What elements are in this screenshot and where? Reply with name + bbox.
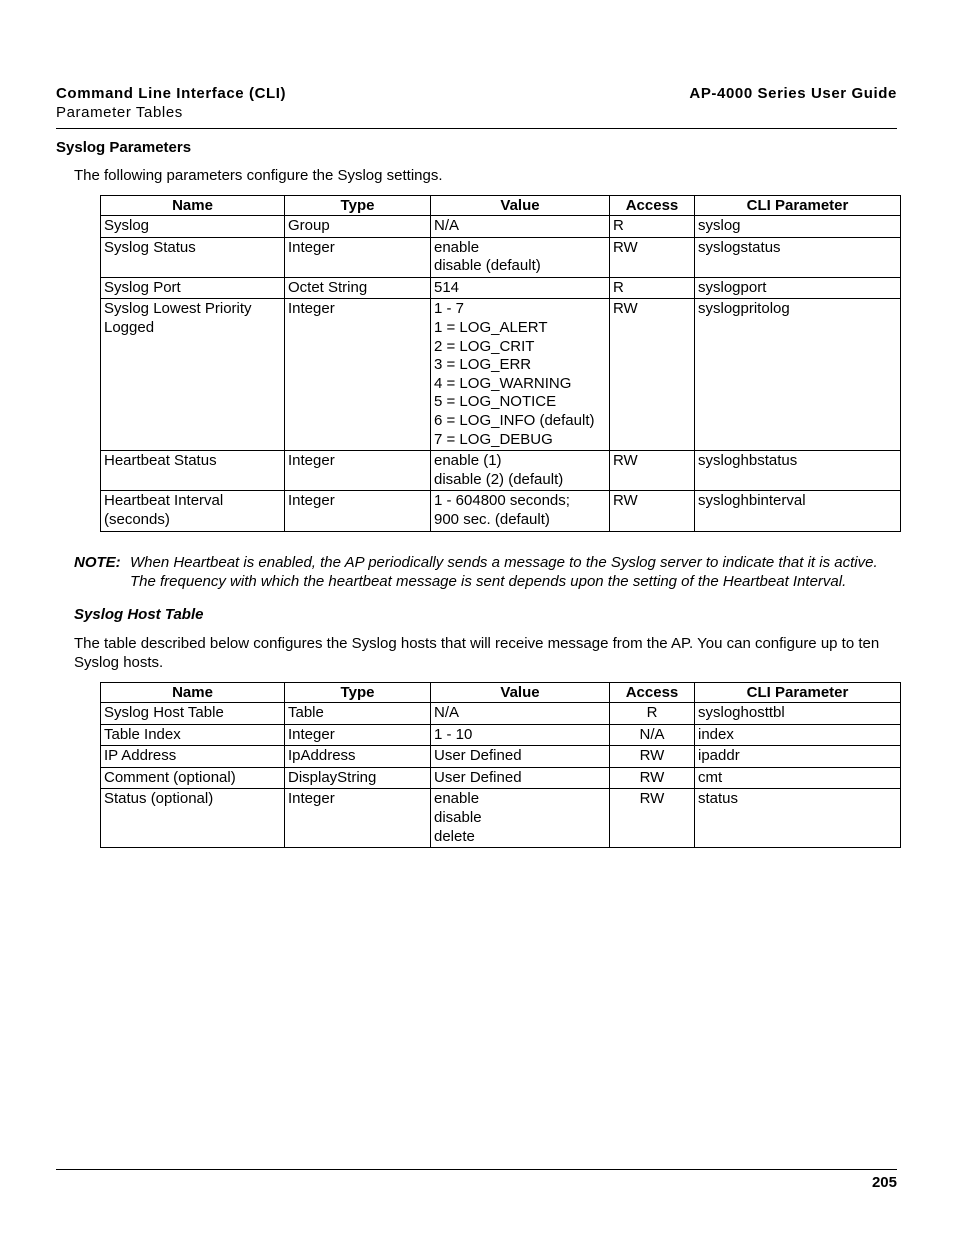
cell-value: enable disable (default) xyxy=(431,237,610,277)
cell-type: Integer xyxy=(285,491,431,531)
cell-value: 1 - 7 1 = LOG_ALERT 2 = LOG_CRIT 3 = LOG_ERR 4 = LOG_WARNING 5 = LOG_NOTICE 6 = LOG_INFO (default) 7 = LOG_DEBUG xyxy=(431,299,610,451)
cell-type: Integer xyxy=(285,451,431,491)
cell-name: Heartbeat Status xyxy=(101,451,285,491)
cell-value: User Defined xyxy=(431,746,610,768)
page-number: 205 xyxy=(871,1174,897,1191)
page-footer xyxy=(56,1169,897,1191)
col-header-access: Access xyxy=(610,196,695,216)
note-block xyxy=(74,553,904,591)
cell-value: N/A xyxy=(431,703,610,725)
cell-type: Integer xyxy=(285,724,431,746)
cell-access: RW xyxy=(610,491,695,531)
cell-name: Status (optional) xyxy=(101,789,285,848)
cell-access: RW xyxy=(610,789,695,848)
table-row xyxy=(101,216,901,238)
table-row xyxy=(101,237,901,277)
table-row xyxy=(101,299,901,451)
cell-type: IpAddress xyxy=(285,746,431,768)
cell-cli: syslog xyxy=(695,216,901,238)
cell-name: Syslog Host Table xyxy=(101,703,285,725)
cell-access: RW xyxy=(610,299,695,451)
cell-type: Group xyxy=(285,216,431,238)
cell-value: enable (1) disable (2) (default) xyxy=(431,451,610,491)
cell-cli: syslogport xyxy=(695,277,901,299)
host-table-intro: The table described below configures the Syslog hosts that will receive message from the AP. You can configure up to ten Syslog hosts. xyxy=(74,635,880,671)
note-text: When Heartbeat is enabled, the AP periodically sends a message to the Syslog server to indicate that it is active. The frequency with which the heartbeat message is sent depends upon the setting of the Heartbeat Interval. xyxy=(130,554,878,590)
table-row xyxy=(101,746,901,768)
col-header-type: Type xyxy=(285,196,431,216)
cell-cli: sysloghbinterval xyxy=(695,491,901,531)
table-header-row xyxy=(101,683,901,703)
col-header-cli: CLI Parameter xyxy=(695,683,901,703)
cell-cli: ipaddr xyxy=(695,746,901,768)
cell-value: enable disable delete xyxy=(431,789,610,848)
table-row xyxy=(101,491,901,531)
cell-cli: status xyxy=(695,789,901,848)
page-header xyxy=(56,85,897,129)
guide-title: AP-4000 Series User Guide xyxy=(689,85,897,102)
syslog-host-table xyxy=(100,682,901,848)
cell-cli: sysloghbstatus xyxy=(695,451,901,491)
cell-value: 1 - 10 xyxy=(431,724,610,746)
cell-name: Syslog Port xyxy=(101,277,285,299)
cell-access: RW xyxy=(610,767,695,789)
table-row xyxy=(101,789,901,848)
host-table-title: Syslog Host Table xyxy=(74,606,204,623)
note-label: NOTE: xyxy=(74,554,121,571)
table-row xyxy=(101,724,901,746)
table-row xyxy=(101,767,901,789)
cell-access: RW xyxy=(610,237,695,277)
cell-cli: syslogpritolog xyxy=(695,299,901,451)
cell-cli: index xyxy=(695,724,901,746)
cell-access: RW xyxy=(610,746,695,768)
cell-name: Heartbeat Interval (seconds) xyxy=(101,491,285,531)
section-intro: The following parameters configure the Syslog settings. xyxy=(74,167,443,184)
col-header-type: Type xyxy=(285,683,431,703)
cell-access: RW xyxy=(610,451,695,491)
cell-value: 1 - 604800 seconds; 900 sec. (default) xyxy=(431,491,610,531)
cell-name: IP Address xyxy=(101,746,285,768)
chapter-title: Command Line Interface (CLI) xyxy=(56,85,287,102)
cell-type: Integer xyxy=(285,299,431,451)
syslog-parameters-table xyxy=(100,195,901,532)
table-row xyxy=(101,277,901,299)
cell-type: Integer xyxy=(285,789,431,848)
cell-type: DisplayString xyxy=(285,767,431,789)
cell-cli: sysloghosttbl xyxy=(695,703,901,725)
cell-access: R xyxy=(610,277,695,299)
section-subtitle: Parameter Tables xyxy=(56,104,183,121)
cell-access: R xyxy=(610,216,695,238)
cell-name: Syslog xyxy=(101,216,285,238)
cell-name: Table Index xyxy=(101,724,285,746)
col-header-value: Value xyxy=(431,683,610,703)
cell-value: User Defined xyxy=(431,767,610,789)
section-title: Syslog Parameters xyxy=(56,139,192,156)
cell-name: Syslog Lowest Priority Logged xyxy=(101,299,285,451)
col-header-name: Name xyxy=(101,196,285,216)
table-row xyxy=(101,703,901,725)
cell-value: 514 xyxy=(431,277,610,299)
cell-cli: cmt xyxy=(695,767,901,789)
col-header-name: Name xyxy=(101,683,285,703)
col-header-access: Access xyxy=(610,683,695,703)
cell-name: Comment (optional) xyxy=(101,767,285,789)
cell-access: R xyxy=(610,703,695,725)
cell-name: Syslog Status xyxy=(101,237,285,277)
cell-type: Integer xyxy=(285,237,431,277)
cell-cli: syslogstatus xyxy=(695,237,901,277)
table-header-row xyxy=(101,196,901,216)
table-row xyxy=(101,451,901,491)
cell-value: N/A xyxy=(431,216,610,238)
cell-type: Octet String xyxy=(285,277,431,299)
col-header-value: Value xyxy=(431,196,610,216)
cell-type: Table xyxy=(285,703,431,725)
cell-access: N/A xyxy=(610,724,695,746)
col-header-cli: CLI Parameter xyxy=(695,196,901,216)
